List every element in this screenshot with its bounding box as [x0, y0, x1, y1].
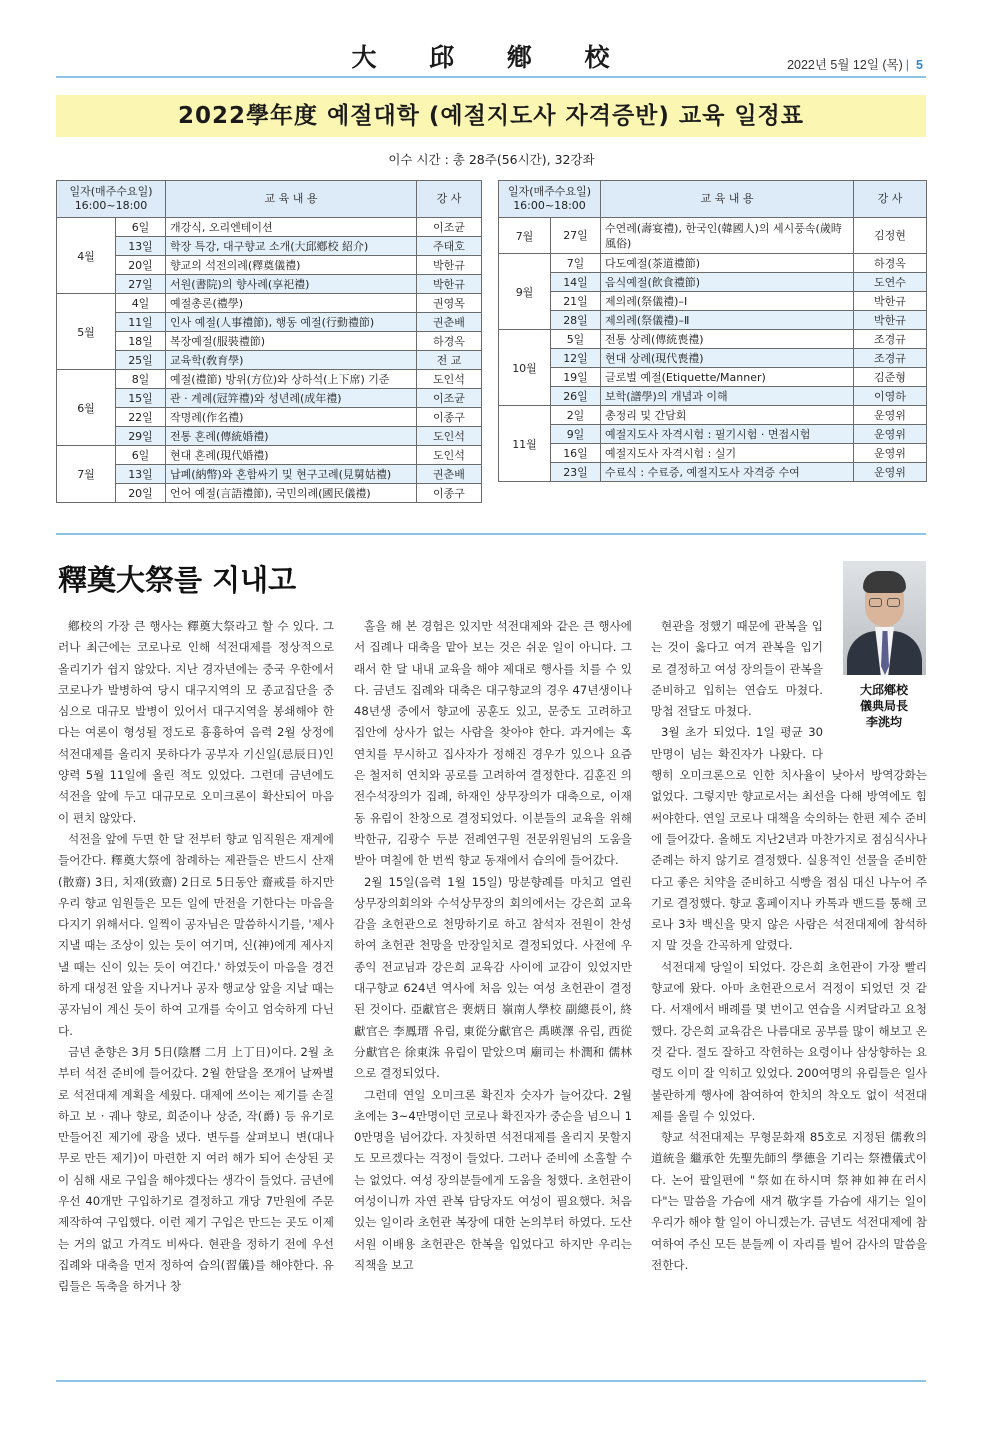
subject-cell: 수료식 : 수료증, 예절지도사 자격증 수여	[601, 463, 854, 482]
article-column-3	[651, 616, 927, 1276]
table-row	[57, 427, 482, 446]
photo-wrap-space	[823, 616, 927, 758]
bottom-rule	[56, 1380, 926, 1382]
month-cell: 4월	[57, 218, 116, 294]
schedule-table-left	[56, 180, 482, 503]
instructor-cell: 박한규	[417, 256, 482, 275]
table-row	[57, 351, 482, 370]
table-row	[499, 463, 927, 482]
table-row	[57, 294, 482, 313]
instructor-cell: 운영위	[854, 406, 927, 425]
byline-title: 儀典局長	[859, 699, 908, 713]
instructor-cell: 이조균	[417, 218, 482, 237]
instructor-cell: 도인석	[417, 446, 482, 465]
day-cell: 16일	[551, 444, 601, 463]
day-cell: 25일	[116, 351, 166, 370]
subject-cell: 보학(譜學)의 개념과 이해	[601, 387, 854, 406]
subject-cell: 학장 특강, 대구향교 소개(大邱鄕校 紹介)	[166, 237, 417, 256]
article-paragraph: 鄕校의 가장 큰 행사는 釋奠大祭라고 할 수 있다. 그러나 최근에는 코로나로 인해 석전대제를 정상적으로 올리기가 쉽지 않았다. 지난 경자년에는 중국 우한에서 코로나가 발병하여 당시 대구지역의 모 종교집단을 중심으로 대규모 발병이 있어서 대구지역을 봉쇄해야 한다는 여론이 형성될 정도로 흉흉하여 음력 2월 상정에 석전대제를 올리지 못하다가 공부자 기신일(忌辰日)인 양력 5월 11일에 올린 적도 있었다. 그런데 금년에도 석전을 앞에 두고 대규모로 오미크론이 확산되어 마음이 편치 않았다.	[58, 619, 334, 825]
instructor-cell: 도인석	[417, 427, 482, 446]
table-row	[57, 370, 482, 389]
month-cell: 7월	[499, 218, 551, 254]
month-cell: 10월	[499, 330, 551, 406]
instructor-cell: 김정현	[854, 218, 927, 254]
table-row	[499, 311, 927, 330]
table-row	[57, 332, 482, 351]
table-row	[499, 387, 927, 406]
table-row	[57, 237, 482, 256]
instructor-cell: 전 교	[417, 351, 482, 370]
subject-cell: 언어 예절(言語禮節), 국민의례(國民儀禮)	[166, 484, 417, 503]
subject-cell: 복장예절(服裝禮節)	[166, 332, 417, 351]
subject-cell: 개강식, 오리엔테이션	[166, 218, 417, 237]
day-cell: 19일	[551, 368, 601, 387]
article-paragraph: 향교 석전대제는 무형문화재 85호로 지정된 儒敎의 道統을 繼承한 先聖先師의 學德을 기리는 祭禮儀式이다. 논어 팔일편에 "祭如在하시며 祭神如神在러시다"는 말씀을 가슴에 새겨 敬字를 가슴에 새기는 일이 우리가 해야 할 일이 아니겠는가. 금년도 석전대제에 참여하여 주신 모든 분들께 이 자리를 빌어 감사의 말씀을 전한다.	[651, 1130, 927, 1272]
subject-cell: 현대 상례(現代喪禮)	[601, 349, 854, 368]
instructor-cell: 하경옥	[417, 332, 482, 351]
instructor-cell: 박한규	[417, 275, 482, 294]
instructor-cell: 도인석	[417, 370, 482, 389]
table-row	[499, 254, 927, 273]
section-rule	[56, 533, 926, 535]
day-cell: 13일	[116, 465, 166, 484]
subject-cell: 전통 상례(傳統喪禮)	[601, 330, 854, 349]
article-paragraph: 석전을 앞에 두면 한 달 전부터 향교 임직원은 재계에 들어간다. 釋奠大祭에 참례하는 제관들은 반드시 산재(散齋) 3日, 치재(致齋) 2日로 5日동안 齋戒를 하지만 우리 향교 임원들은 모든 일에 만전을 기한다는 마음을 다지기 위해서다. 일찍이 공자님은 말씀하시기를, '제사지낼 때는 조상이 있는 듯이 여기며, 신(神)에게 제사지낼 때는 신이 있는 듯이 여긴다.' 하였듯이 마음을 경건하게 대성전 앞을 지나거나 공자 행교상 앞을 지날 때는 공자님이 계신 듯이 하여 고개를 숙이고 엄숙하게 다닌다.	[58, 831, 334, 1038]
day-cell: 9일	[551, 425, 601, 444]
instructor-cell: 운영위	[854, 425, 927, 444]
instructor-cell: 조경규	[854, 349, 927, 368]
month-cell: 5월	[57, 294, 116, 370]
table-row	[57, 275, 482, 294]
instructor-cell: 하경옥	[854, 254, 927, 273]
subject-cell: 예절지도사 자격시험 : 실기	[601, 444, 854, 463]
subject-cell: 관 · 계례(冠笄禮)와 성년례(成年禮)	[166, 389, 417, 408]
article-paragraph: 2월 15일(음력 1월 15일) 망분향례를 마치고 열린 상무장의회의와 수석상무장의 회의에서는 강은희 교육감을 초헌관으로 천망하기로 하고 참석자 전원이 찬성하여 초헌관 천망을 만장일치로 결정되었다. 사전에 우종익 전교님과 강은희 교육감 사이에 교감이 있었지만 대구향교 624년 역사에 처음 있는 여성 초헌관이 결정된 것이다. 亞獻官은 裵炳日 嶺南人學校 副總長이, 終獻官은 李鳳瑨 유림, 東從分獻官은 禹暎澤 유림, 西從分獻官은 徐東洙 유림이 맡았으며 廟司는 朴潤和 儒林으로 결정되었다.	[354, 874, 632, 1081]
subject-cell: 향교의 석전의례(釋奠儀禮)	[166, 256, 417, 275]
subject-cell: 총정리 및 간담회	[601, 406, 854, 425]
instructor-cell: 권영목	[417, 294, 482, 313]
day-cell: 23일	[551, 463, 601, 482]
subject-cell: 현대 혼례(現代婚禮)	[166, 446, 417, 465]
subject-cell: 제의례(祭儀禮)–Ⅰ	[601, 292, 854, 311]
day-cell: 11일	[116, 313, 166, 332]
article-column-1	[58, 616, 334, 1298]
article-column-2	[354, 616, 632, 1276]
course-hours-note: 이수 시간 : 총 28주(56시간), 32강좌	[388, 152, 595, 167]
table-row	[57, 218, 482, 237]
article-paragraph: 금년 춘향은 3月 5日(陰曆 二月 上丁日)이다. 2월 초부터 석전 준비에 들어갔다. 2월 한달을 쪼개어 날짜별로 석전대제 계획을 세웠다. 대제에 쓰이는 제기를 손질하고 보 · 궤나 향로, 희준이나 상준, 작(爵) 등 유기로 만들어진 제기에 광을 냈다. 변두를 살펴보니 변(대나무로 만든 제기)이 마련한 지 여러 해가 되어 손상된 곳이 심해 새로 구입을 해야겠다는 생각이 들었다. 금년에 우선 40개만 구입하기로 결정하고 개당 7만원에 주문제작하여 구입했다. 이런 제기 구입은 만드는 곳도 이제는 거의 없고 가격도 비싸다. 현관을 정하기 전에 우선 집례와 대축을 먼저 정하여 습의(習儀)를 해야한다. 유림들은 독축을 하거나 창	[58, 1044, 334, 1294]
instructor-cell: 권춘배	[417, 313, 482, 332]
instructor-cell: 조경규	[854, 330, 927, 349]
day-cell: 27일	[551, 218, 601, 254]
day-cell: 15일	[116, 389, 166, 408]
article-paragraph: 석전대제 당일이 되었다. 강은희 초헌관이 가장 빨리 향교에 왔다. 아마 초헌관으로서 걱정이 되었던 것 같다. 서재에서 배례를 몇 번이고 연습을 시켜달라고 요청했다. 강은희 교육감은 나름대로 공부를 많이 해보고 온 것 같다. 절도 잘하고 작헌하는 요령이나 삼상향하는 요령도 이미 잘 익히고 있었다. 200여명의 유림들은 일사불란하게 행사에 참여하여 한치의 착오도 없이 석전대제를 올릴 수 있었다.	[651, 959, 927, 1123]
day-cell: 5일	[551, 330, 601, 349]
header-instructor: 강 사	[854, 181, 927, 218]
day-cell: 26일	[551, 387, 601, 406]
day-cell: 4일	[116, 294, 166, 313]
table-row	[57, 313, 482, 332]
article-paragraph: 홀을 해 본 경험은 있지만 석전대제와 같은 큰 행사에서 집례나 대축을 맡아 보는 것은 쉬운 일이 아니다. 그래서 한 달 내내 교육을 해야 제대로 행사를 치를 수 있다. 금년도 집례와 대축은 대구향교의 경우 47년생이나 48년생 중에서 향교에 공훈도 있고, 문중도 고려하고 집안에 상사가 없는 사람을 찾아야 한다. 과거에는 혹 연치를 무시하고 집사자가 정해진 경우가 있으나 요즘은 철저히 연치와 공로를 고려하여 결정한다. 김훈진 의전수석장의가 집례, 하재인 상무장의가 대축으로, 이재동 유림이 찬창으로 결정되었다. 이분들의 교육을 위해 박한규, 김광수 두분 전례연구원 전문위원님의 도움을 받아 며칠에 한 번씩 향교 동재에서 습의에 들어갔다.	[354, 619, 632, 868]
subject-cell: 다도예절(茶道禮節)	[601, 254, 854, 273]
table-row	[57, 484, 482, 503]
instructor-cell: 운영위	[854, 444, 927, 463]
table-header-row	[499, 181, 927, 218]
article-paragraph: 현관을 정했기 때문에 관복을 입는 것이 옳다고 여겨 관복을 입기로 결정하고 여성 장의들이 관복을 준비하고 입히는 연습도 마쳤다. 망첩 전달도 마쳤다.	[651, 619, 823, 719]
subject-cell: 서원(書院)의 향사례(享祀禮)	[166, 275, 417, 294]
day-cell: 20일	[116, 484, 166, 503]
instructor-cell: 운영위	[854, 463, 927, 482]
subject-cell: 예절지도사 자격시험 : 필기시험 · 면접시험	[601, 425, 854, 444]
instructor-cell: 이조균	[417, 389, 482, 408]
subject-cell: 예절(禮節) 방위(方位)와 상하석(上下席) 기준	[166, 370, 417, 389]
byline-org: 大邱鄕校	[859, 683, 908, 697]
month-cell: 9월	[499, 254, 551, 330]
table-header-row	[57, 181, 482, 218]
table-row	[57, 465, 482, 484]
subject-cell: 수연례(壽宴禮), 한국인(韓國人)의 세시풍속(歲時風俗)	[601, 218, 854, 254]
subject-cell: 인사 예절(人事禮節), 행동 예절(行動禮節)	[166, 313, 417, 332]
subject-cell: 교육학(敎育學)	[166, 351, 417, 370]
day-cell: 2일	[551, 406, 601, 425]
subject-cell: 제의례(祭儀禮)–Ⅱ	[601, 311, 854, 330]
instructor-cell: 이종구	[417, 484, 482, 503]
month-cell: 11월	[499, 406, 551, 482]
day-cell: 27일	[116, 275, 166, 294]
header-date: 일자(매주수요일) 16:00~18:00	[499, 181, 601, 218]
table-row	[499, 425, 927, 444]
table-row	[499, 368, 927, 387]
subject-cell: 전통 혼례(傳統婚禮)	[166, 427, 417, 446]
article-paragraph: 3월 초가 되었다. 1일 평균 30만명이 넘는 확진자가 나왔다. 다행히 오미크론으로 인한 치사율이 낮아서 방역강화는 없었다. 그렇지만 향교로서는 최선을 다해 방역에도 힘써야한다. 연일 코로나 대책을 숙의하는 한편 제수 준비에 들어갔다. 올해도 지난2년과 마찬가지로 점심식사나 준례는 하지 않기로 결정했다. 실용적인 선물을 준비한다고 좋은 치약을 준비하고 식빵을 점심 대신 나누어 주기로 결정했다. 향교 홈페이지나 카톡과 밴드를 통해 코로나 3차 백신을 맞지 않은 사람은 석전대제에 참석하지 말 것을 간곡하게 알렸다.	[651, 725, 927, 953]
month-cell: 7월	[57, 446, 116, 503]
separator: |	[905, 58, 910, 72]
newspaper-name: 大 邱 鄕 校	[351, 43, 632, 72]
day-cell: 13일	[116, 237, 166, 256]
table-row	[499, 273, 927, 292]
instructor-cell: 김준형	[854, 368, 927, 387]
day-cell: 21일	[551, 292, 601, 311]
header-date: 일자(매주수요일) 16:00~18:00	[57, 181, 166, 218]
schedule-title-banner: 2022學年度 예절대학 (예절지도사 자격증반) 교육 일정표	[56, 95, 926, 137]
instructor-cell: 박한규	[854, 311, 927, 330]
day-cell: 7일	[551, 254, 601, 273]
table-row	[57, 408, 482, 427]
instructor-cell: 이종구	[417, 408, 482, 427]
subject-cell: 납폐(納幣)와 혼함싸기 및 현구고례(見舅姑禮)	[166, 465, 417, 484]
table-row	[57, 256, 482, 275]
byline-name: 李洮均	[865, 715, 902, 729]
header-content: 교 육 내 용	[601, 181, 854, 218]
instructor-cell: 이영하	[854, 387, 927, 406]
schedule-table-right	[498, 180, 927, 482]
subject-cell: 작명례(作名禮)	[166, 408, 417, 427]
header-instructor: 강 사	[417, 181, 482, 218]
article-headline: 釋奠大祭를 지내고	[58, 563, 297, 597]
instructor-cell: 박한규	[854, 292, 927, 311]
day-cell: 8일	[116, 370, 166, 389]
instructor-cell: 권춘배	[417, 465, 482, 484]
day-cell: 28일	[551, 311, 601, 330]
subject-cell: 음식예절(飮食禮節)	[601, 273, 854, 292]
day-cell: 29일	[116, 427, 166, 446]
instructor-cell: 도연수	[854, 273, 927, 292]
table-row	[499, 444, 927, 463]
subject-cell: 예절총론(禮學)	[166, 294, 417, 313]
day-cell: 20일	[116, 256, 166, 275]
instructor-cell: 주태호	[417, 237, 482, 256]
day-cell: 14일	[551, 273, 601, 292]
issue-date-line	[787, 55, 923, 73]
table-row	[499, 330, 927, 349]
table-row	[499, 218, 927, 254]
day-cell: 18일	[116, 332, 166, 351]
day-cell: 12일	[551, 349, 601, 368]
top-rule	[56, 76, 926, 78]
table-row	[499, 406, 927, 425]
header-content: 교 육 내 용	[166, 181, 417, 218]
table-row	[499, 292, 927, 311]
day-cell: 6일	[116, 446, 166, 465]
page-number: 5	[916, 58, 923, 72]
issue-date: 2022년 5월 12일 (목)	[787, 58, 903, 72]
month-cell: 6월	[57, 370, 116, 446]
masthead	[0, 38, 983, 72]
table-row	[57, 389, 482, 408]
day-cell: 6일	[116, 218, 166, 237]
article-paragraph: 그런데 연일 오미크론 확진자 숫자가 늘어갔다. 2월 초에는 3~4만명이던 코로나 확진자가 중순을 넘으니 10만명을 넘어갔다. 자칫하면 석전대제를 올리지 못할지도 모르겠다는 걱정이 들었다. 그러나 준비에 소홀할 수는 없었다. 여성 장의분들에게 도움을 청했다. 초헌관이 여성이니까 자연 관복 담당자도 여성이 필요했다. 처음 있는 일이라 초헌관 복장에 대한 논의부터 하였다. 도산서원 이배용 초헌관은 한복을 입었다고 하지만 우리는 직책을 보고	[354, 1087, 632, 1272]
table-row	[57, 446, 482, 465]
subject-cell: 글로벌 예절(Etiquette/Manner)	[601, 368, 854, 387]
table-row	[499, 349, 927, 368]
day-cell: 22일	[116, 408, 166, 427]
